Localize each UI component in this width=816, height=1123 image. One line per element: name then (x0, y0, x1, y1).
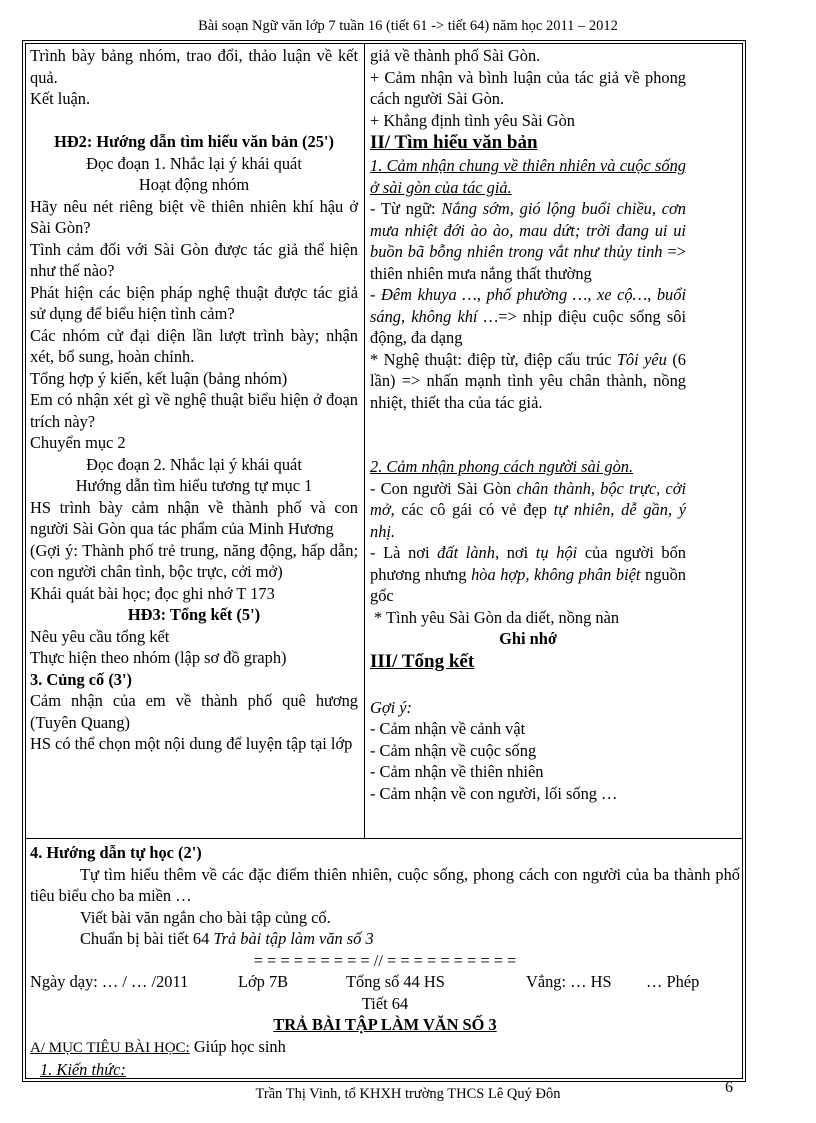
objectives-line: A/ MỤC TIÊU BÀI HỌC: Giúp học sinh (30, 1036, 286, 1056)
right-text: + Khẳng định tình yêu Sài Gòn (370, 110, 576, 130)
activity-heading: 3. Củng cố (3') (30, 669, 132, 689)
self-study-heading: 4. Hướng dẫn tự học (2') (30, 843, 202, 862)
spacer (370, 674, 686, 697)
left-question: Cảm nhận của em về thành phố quê hương (Tuyên Quang) (30, 691, 358, 732)
left-text: Đọc đoạn 2. Nhắc lại ý khái quát (86, 454, 302, 474)
left-question: Tình cảm đối với Sài Gòn được tác giả thể hiện như thế nào? (30, 239, 358, 280)
page-footer: Trần Thị Vinh, tổ KHXH trường THCS Lê Quý Đôn (255, 1086, 561, 1102)
right-text: - Con người Sài Gòn chân thành, bộc trực, cởi mở, các cô gái có vẻ đẹp tự nhiên, dễ gần, ý nhị. (370, 478, 687, 541)
hint-item: - Cảm nhận về cuộc sống (370, 740, 537, 760)
left-text: Trình bày bảng nhóm, trao đổi, thảo luận về kết quả. (30, 46, 358, 87)
left-question: HS trình bày cảm nhận về thành phố và con người Sài Gòn qua tác phẩm của Minh Hương (30, 497, 358, 538)
hint-label: Gợi ý: (370, 697, 412, 717)
hint-item: - Cảm nhận về cảnh vật (370, 719, 526, 738)
right-text: - Từ ngữ: Nắng sớm, gió lộng buổi chiều, cơn mưa nhiệt đới ào ào, mau dứt; trời đang ui ui buồn bã bỗng nhiên trong vắt như thủy tinh => thiên nhiên mưa nắng thất thường (370, 199, 686, 283)
right-text: * Nghệ thuật: điệp từ, điệp cấu trúc Tôi yêu (6 lần) => nhấn mạnh tình yêu chân thành, nồng nhiệt, thiết tha của tác giả. (370, 349, 686, 412)
left-text: Hoạt động nhóm (138, 175, 250, 194)
activity-heading: HĐ3: Tổng kết (5') (127, 605, 261, 624)
left-question: HS có thể chọn một nội dung để luyện tập tại lớp (30, 734, 353, 753)
class-info-row (30, 971, 740, 993)
self-study-text: Chuẩn bị bài tiết 64 Trả bài tập làm văn số 3 (80, 929, 374, 948)
permitted-count: … Phép (646, 972, 700, 991)
absent-count: Vắng: … HS (526, 972, 612, 991)
student-total: Tổng số 44 HS (346, 972, 445, 991)
activity-heading: HĐ2: Hướng dẫn tìm hiểu văn bản (25') (54, 132, 334, 151)
self-study-text: Tự tìm hiểu thêm về các đặc điểm thiên nhiên, cuộc sống, phong cách con người của ba thành phố tiêu biểu cho ba miền … (30, 864, 740, 905)
left-text: Hướng dẫn tìm hiểu tương tự mục 1 (75, 476, 313, 495)
left-question: Phát hiện các biện pháp nghệ thuật được tác giả sử dụng để biểu hiện tình cảm? (30, 282, 358, 323)
right-text: - Là nơi đất lành, nơi tụ hội của người bốn phương nhưng hòa hợp, không phân biệt nguồn gốc (370, 543, 687, 605)
spacer (30, 110, 358, 132)
knowledge-heading: 1. Kiến thức: (40, 1060, 126, 1079)
left-text: Nêu yêu cầu tổng kết (30, 626, 170, 646)
lesson-number: Tiết 64 (361, 993, 409, 1013)
left-question: Em có nhận xét gì về nghệ thuật biểu hiện ở đoạn trích này? (30, 390, 358, 431)
right-text: + Cảm nhận và bình luận của tác giả về phong cách người Sài Gòn. (370, 67, 686, 108)
teaching-date: Ngày dạy: … / … /2011 (30, 972, 189, 991)
column-divider (364, 43, 365, 838)
table-bottom-rule (25, 838, 743, 839)
right-text: * Tình yêu Sài Gòn da diết, nồng nàn (374, 607, 620, 627)
lesson-title: TRẢ BÀI TẬP LÀM VĂN SỐ 3 (273, 1015, 497, 1034)
page-header: Bài soạn Ngữ văn lớp 7 tuần 16 (tiết 61 -> tiết 64) năm học 2011 – 2012 (198, 18, 618, 34)
ghi-nho-heading: Ghi nhớ (499, 629, 557, 648)
subsection-heading: 1. Cảm nhận chung về thiên nhiên và cuộc sống ở sài gòn của tác giả. (370, 156, 686, 197)
bottom-section (30, 842, 740, 1081)
left-question: (Gợi ý: Thành phố trẻ trung, năng động, hấp dẫn; con người chân tình, bộc trực, cởi mở) (30, 540, 358, 581)
left-text: Thực hiện theo nhóm (lập sơ đồ graph) (30, 648, 287, 667)
hint-item: - Cảm nhận về thiên nhiên (370, 762, 544, 781)
left-question: Các nhóm cử đại diện lần lượt trình bày; nhận xét, bổ sung, hoàn chỉnh. (30, 325, 358, 366)
left-text: Đọc đoạn 1. Nhắc lại ý khái quát (86, 153, 302, 173)
left-question: Tổng hợp ý kiến, kết luận (bảng nhóm) (30, 368, 288, 388)
self-study-text: Viết bài văn ngắn cho bài tập củng cố. (80, 907, 331, 927)
section-heading: II/ Tìm hiểu văn bản (370, 132, 538, 153)
section-heading: III/ Tổng kết (370, 650, 475, 672)
left-text: Khái quát bài học; đọc ghi nhớ T 173 (30, 583, 275, 603)
left-text: Kết luận. (30, 89, 91, 108)
page-number: 6 (725, 1079, 733, 1096)
class-name: Lớp 7B (238, 972, 289, 991)
spacer (370, 413, 686, 456)
content-column (370, 45, 686, 804)
left-question: Hãy nêu nét riêng biệt về thiên nhiên khí hậu ở Sài Gòn? (30, 196, 358, 237)
subsection-heading: 2. Cảm nhận phong cách người sài gòn. (370, 457, 634, 476)
right-text: giả về thành phố Sài Gòn. (370, 46, 541, 65)
right-text: - Đêm khuya …, phố phường …, xe cộ…, buổi sáng, không khí …=> nhịp điệu cuộc sống sôi động, đa dạng (370, 285, 686, 347)
separator-line: = = = = = = = = = // = = = = = = = = = = (253, 950, 517, 970)
hint-item: - Cảm nhận về con người, lối sống … (370, 783, 618, 803)
teacher-activity-column (30, 45, 358, 755)
left-text: Chuyển mục 2 (30, 433, 126, 452)
